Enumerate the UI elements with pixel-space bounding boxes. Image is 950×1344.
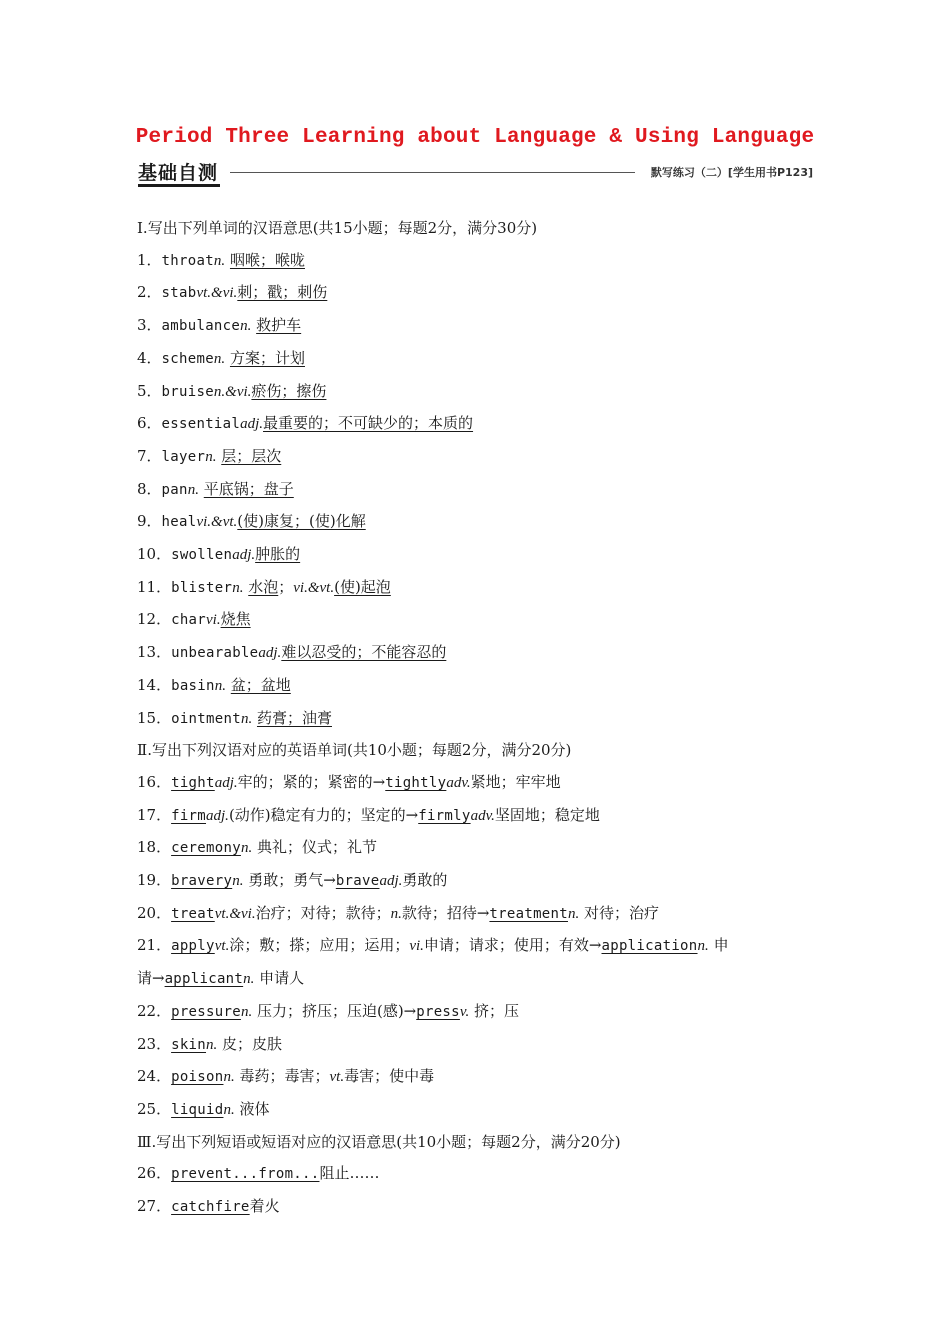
item-pos: n. — [205, 448, 217, 465]
item-word: tight — [171, 774, 215, 791]
item-number: 23． — [137, 1034, 172, 1053]
item-word: pan — [161, 481, 188, 498]
list-item — [137, 604, 827, 637]
item-word: apply — [171, 938, 215, 955]
exercise-content — [137, 213, 827, 1224]
item-meaning: 典礼；仪式；礼节 — [256, 838, 377, 857]
item-number: 3． — [137, 316, 162, 335]
item-derived-word: application — [601, 938, 698, 955]
item-word: swollen — [171, 547, 233, 564]
item-answer: 药膏；油膏 — [256, 708, 332, 727]
list-item — [137, 277, 827, 310]
item-derived-word-2: applicant — [164, 971, 244, 988]
item-word: bruise — [161, 383, 214, 400]
item-word: pressure — [171, 1003, 241, 1020]
item-derived-pos: adv. — [446, 774, 471, 791]
item-number: 25． — [137, 1099, 172, 1118]
item-answer: 救护车 — [256, 316, 302, 335]
item-pos: n. — [232, 873, 244, 890]
item-pos-2: vi.&vt. — [293, 579, 335, 596]
list-item — [137, 1061, 827, 1094]
list-item — [137, 865, 827, 898]
section-header — [138, 158, 813, 190]
list-item — [137, 310, 827, 343]
item-meaning: 皮；皮肤 — [222, 1034, 283, 1053]
item-word: heal — [161, 514, 197, 531]
list-item — [137, 767, 827, 800]
section-divider — [230, 172, 635, 173]
item-meaning: 毒药；毒害； — [239, 1067, 330, 1086]
item-pos: vi. — [206, 612, 221, 629]
item-answer: 水泡 — [248, 577, 279, 596]
item-derived-meaning: 申 — [713, 936, 729, 955]
list-item-continuation — [137, 963, 827, 996]
item-phrase: prevent...from... — [171, 1166, 320, 1183]
item-number: 7． — [137, 446, 162, 465]
item-word: essential — [161, 416, 241, 433]
item-word: treat — [171, 905, 215, 922]
item-number: 14． — [137, 675, 172, 694]
item-word: firm — [171, 807, 207, 824]
item-word: liquid — [171, 1101, 224, 1118]
item-word: unbearable — [171, 645, 259, 662]
item-pos: n. — [223, 1069, 235, 1086]
item-pos: n. — [187, 481, 199, 498]
item-number: 1． — [137, 250, 162, 269]
list-item — [137, 703, 827, 736]
item-meaning: 着火 — [249, 1197, 280, 1216]
list-item: 11．blistern. 水泡；vi.&vt.(使)起泡 — [137, 577, 391, 596]
item-derived-word: firmly — [418, 807, 471, 824]
list-item — [137, 832, 827, 865]
list-item — [137, 474, 827, 507]
list-item — [137, 670, 827, 703]
item-pos: n.&vi. — [213, 383, 252, 400]
list-item — [137, 637, 827, 670]
list-item — [137, 930, 827, 963]
item-number: 13． — [137, 643, 172, 662]
item-derived-pos: adv. — [470, 807, 495, 824]
item-pos: n. — [213, 350, 226, 367]
item-derived-meaning: 坚固地；稳定地 — [494, 805, 600, 824]
item-word: ambulance — [161, 318, 241, 335]
item-meaning: 治疗；对待；款待； — [255, 903, 391, 922]
item-answer: 难以忍受的；不能容忍的 — [281, 643, 447, 662]
item-number: 2． — [137, 283, 162, 302]
item-word: layer — [161, 448, 206, 465]
list-item — [137, 1191, 827, 1224]
item-derived-word: tightly — [385, 774, 447, 791]
item-number: 17． — [137, 805, 172, 824]
part3-heading: Ⅲ.写出下列短语或短语对应的汉语意思(共10小题；每题2分，满分20分) — [137, 1132, 621, 1151]
item-pos: adj. — [258, 645, 282, 662]
item-derived-pos: n. — [697, 938, 709, 955]
item-derived-meaning-2: 申请人 — [259, 969, 305, 988]
item-derived-meaning: 勇敢的 — [402, 871, 448, 890]
item-meaning-2: 申请；请求；使用；有效→ — [423, 936, 602, 955]
item-pos: adj. — [206, 807, 229, 824]
item-number: 15． — [137, 708, 172, 727]
item-number: 9． — [137, 512, 162, 531]
item-word: stab — [161, 285, 197, 302]
item-word: basin — [171, 677, 215, 694]
list-item — [137, 1094, 827, 1127]
item-derived-word: treatment — [489, 905, 568, 922]
list-item — [137, 1158, 827, 1191]
item-pos: vt.&vi. — [196, 285, 238, 302]
item-word: scheme — [161, 350, 214, 367]
item-derived-meaning-cont: 请→ — [137, 969, 165, 988]
list-item — [137, 1029, 827, 1062]
item-derived-meaning: 对待；治疗 — [584, 903, 660, 922]
item-pos: vt. — [214, 938, 230, 955]
item-number: 11． — [137, 577, 172, 596]
item-number: 27． — [137, 1197, 172, 1216]
list-item — [137, 441, 827, 474]
item-derived-pos: v. — [459, 1003, 470, 1020]
item-pos-2: vt. — [329, 1069, 345, 1086]
list-item — [137, 343, 827, 376]
list-item — [137, 996, 827, 1029]
list-item — [137, 506, 827, 539]
item-answer: 肿胀的 — [255, 545, 301, 564]
list-item — [137, 376, 827, 409]
item-meaning: (动作)稳定有力的；坚定的→ — [228, 805, 419, 824]
item-derived-meaning: 紧地；牢牢地 — [470, 772, 561, 791]
item-meaning: 压力；挤压；压迫(感)→ — [256, 1001, 417, 1020]
item-meaning: 涂；敷；搽；应用；运用； — [229, 936, 410, 955]
item-meaning: 勇敢；勇气→ — [248, 871, 336, 890]
item-number: 12． — [137, 610, 172, 629]
item-answer: 瘀伤；擦伤 — [251, 381, 327, 400]
item-meaning: 液体 — [239, 1099, 270, 1118]
item-word: poison — [171, 1069, 224, 1086]
item-answer: (使)康复；(使)化解 — [237, 512, 366, 531]
item-number: 16． — [137, 772, 172, 791]
item-word: ointment — [171, 710, 241, 727]
item-pos: adj. — [240, 416, 264, 433]
item-pos: n. — [213, 252, 226, 269]
list-item — [137, 800, 827, 833]
item-word: char — [171, 612, 207, 629]
item-pos: n. — [240, 840, 253, 857]
list-item — [137, 898, 827, 931]
item-answer: 咽喉；喉咙 — [229, 250, 305, 269]
item-pos-2: n. — [390, 905, 402, 922]
item-answer: 刺；戳；刺伤 — [237, 283, 328, 302]
item-pos: n. — [240, 1003, 253, 1020]
item-answer: 烧焦 — [220, 610, 251, 629]
item-word: bravery — [171, 873, 233, 890]
item-meaning: 牢的；紧的；紧密的→ — [237, 772, 386, 791]
item-number: 24． — [137, 1067, 172, 1086]
item-answer: 盆；盆地 — [230, 675, 291, 694]
list-item — [137, 408, 827, 441]
item-meaning-2: 款待；招待→ — [401, 903, 490, 922]
item-pos: n. — [240, 318, 252, 335]
list-item — [137, 539, 827, 572]
item-derived-meaning: 挤；压 — [473, 1001, 519, 1020]
item-pos: adj. — [214, 774, 238, 791]
section-tag: 默写练习（二）[学生用书P123] — [650, 166, 813, 179]
item-number: 8． — [137, 479, 162, 498]
item-number: 21． — [137, 936, 172, 955]
part1-heading: Ⅰ.写出下列单词的汉语意思(共15小题；每题2分，满分30分) — [137, 219, 538, 237]
item-number: 20． — [137, 903, 172, 922]
item-answer: 方案；计划 — [229, 348, 305, 367]
item-pos: vt.&vi. — [214, 905, 256, 922]
item-number: 19． — [137, 871, 172, 890]
page-title: Period Three Learning about Language & Using Language — [135, 126, 815, 149]
item-derived-word: press — [416, 1003, 460, 1020]
section-label-underline — [138, 184, 220, 187]
item-number: 5． — [137, 381, 162, 400]
section-label: 基础自测 — [138, 162, 219, 184]
list-item — [137, 245, 827, 278]
item-number: 6． — [137, 414, 162, 433]
item-derived-pos: adj. — [379, 873, 403, 890]
item-word: throat — [161, 252, 214, 269]
item-answer-2: (使)起泡 — [334, 577, 391, 596]
item-number: 4． — [137, 348, 162, 367]
item-derived-pos-2: n. — [243, 971, 255, 988]
item-number: 10． — [137, 545, 172, 564]
item-pos: n. — [232, 579, 244, 596]
item-answer: 最重要的；不可缺少的；本质的 — [263, 414, 474, 433]
item-pos: n. — [240, 710, 253, 727]
item-answer: 平底锅；盘子 — [203, 479, 294, 498]
item-pos: n. — [223, 1101, 235, 1118]
item-answer: 层；层次 — [221, 446, 282, 465]
item-number: 26． — [137, 1164, 172, 1183]
item-word: ceremony — [171, 840, 241, 857]
item-word: skin — [171, 1036, 207, 1053]
item-pos: adj. — [232, 547, 256, 564]
item-meaning: 阻止…… — [319, 1164, 380, 1183]
item-pos: vi.&vt. — [196, 514, 238, 531]
item-pos: n. — [214, 677, 226, 694]
item-number: 22． — [137, 1001, 172, 1020]
item-pos: n. — [206, 1036, 218, 1053]
item-derived-word: brave — [335, 873, 380, 890]
item-derived-pos: n. — [567, 905, 580, 922]
part2-heading: Ⅱ.写出下列汉语对应的英语单词(共10小题；每题2分，满分20分) — [137, 741, 572, 760]
item-phrase: catchfire — [171, 1199, 250, 1216]
item-meaning-2: 毒害；使中毒 — [344, 1067, 435, 1086]
item-number: 18． — [137, 838, 172, 857]
item-word: blister — [171, 579, 233, 596]
item-pos-2: vi. — [409, 938, 424, 955]
